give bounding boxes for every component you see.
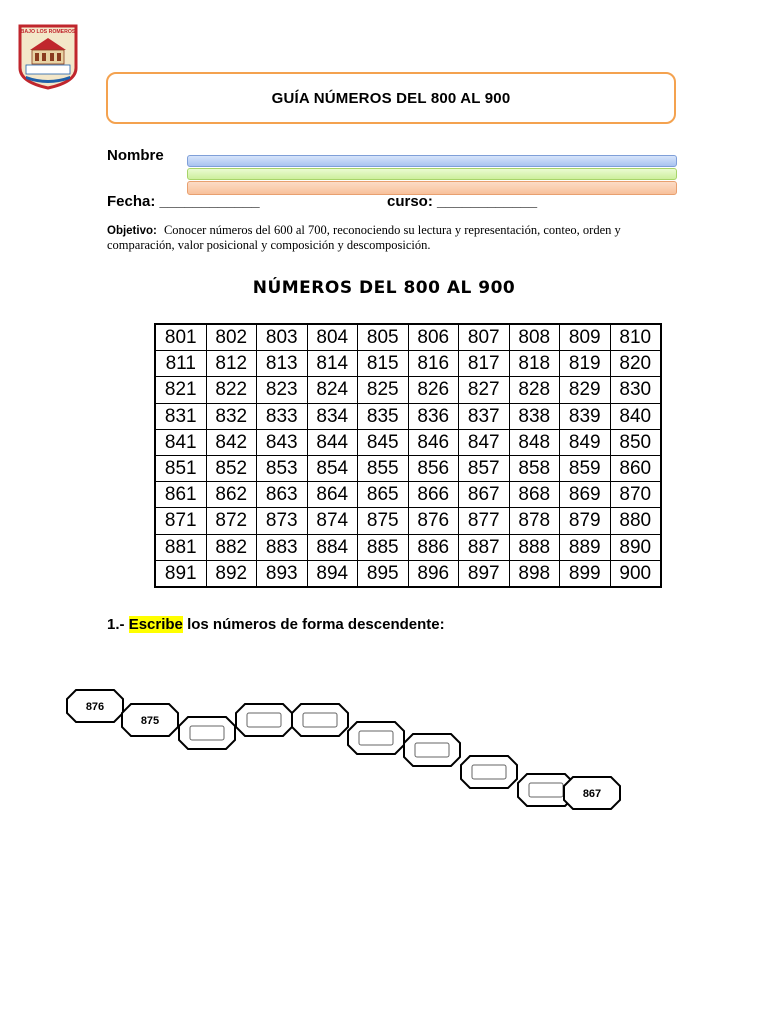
grid-cell: 844 [307,429,358,455]
grid-cell: 802 [206,324,257,351]
grid-cell: 827 [459,377,510,403]
grid-cell: 895 [358,560,409,587]
grid-cell: 886 [408,534,459,560]
answer-box[interactable] [472,765,506,779]
section-title: NÚMEROS DEL 800 AL 900 [252,278,516,298]
date-field[interactable]: Fecha: ____________ [107,193,260,210]
grid-row [155,455,661,481]
grid-cell: 811 [155,351,206,377]
grid-cell: 873 [257,508,308,534]
school-crest-logo [18,24,78,90]
grid-cell: 871 [155,508,206,534]
grid-cell: 876 [408,508,459,534]
grid-cell: 816 [408,351,459,377]
grid-cell: 866 [408,482,459,508]
course-field[interactable]: curso: ____________ [387,193,538,210]
objective-paragraph [107,223,667,252]
grid-row [155,560,661,587]
grid-cell: 825 [358,377,409,403]
grid-cell: 850 [610,429,661,455]
number-grid-table [154,323,662,588]
grid-cell: 819 [560,351,611,377]
grid-cell: 892 [206,560,257,587]
grid-cell: 848 [509,429,560,455]
grid-cell: 815 [358,351,409,377]
guide-title: GUÍA NÚMEROS DEL 800 AL 900 [271,89,511,107]
grid-row [155,377,661,403]
grid-cell: 823 [257,377,308,403]
grid-cell: 893 [257,560,308,587]
grid-cell: 821 [155,377,206,403]
answer-box[interactable] [303,713,337,727]
grid-cell: 854 [307,455,358,481]
grid-cell: 824 [307,377,358,403]
grid-cell: 884 [307,534,358,560]
grid-cell: 810 [610,324,661,351]
grid-cell: 818 [509,351,560,377]
grid-cell: 849 [560,429,611,455]
objective-text: Conocer números del 600 al 700, reconociendo su lectura y representación, conteo, orden y comparación, valor posicional y composición y descomposición. [107,223,621,252]
grid-cell: 888 [509,534,560,560]
grid-row [155,482,661,508]
grid-cell: 809 [560,324,611,351]
grid-row [155,324,661,351]
grid-cell: 896 [408,560,459,587]
grid-cell: 837 [459,403,510,429]
exercise-1-instruction [107,616,445,633]
grid-cell: 874 [307,508,358,534]
chain-octagon[interactable] [292,704,348,736]
grid-cell: 879 [560,508,611,534]
grid-cell: 836 [408,403,459,429]
grid-cell: 877 [459,508,510,534]
answer-box[interactable] [190,726,224,740]
chain-octagon[interactable] [236,704,292,736]
grid-cell: 806 [408,324,459,351]
answer-box[interactable] [415,743,449,757]
grid-cell: 807 [459,324,510,351]
chain-octagon[interactable] [179,717,235,749]
grid-cell: 878 [509,508,560,534]
grid-cell: 885 [358,534,409,560]
grid-row [155,403,661,429]
grid-cell: 817 [459,351,510,377]
grid-cell: 814 [307,351,358,377]
grid-cell: 865 [358,482,409,508]
grid-cell: 898 [509,560,560,587]
grid-cell: 889 [560,534,611,560]
grid-cell: 852 [206,455,257,481]
answer-box[interactable] [529,783,563,797]
name-label: Nombre [107,147,164,164]
exercise-number: 1.- [107,616,125,633]
name-input-bar-blue[interactable] [187,155,677,167]
grid-cell: 870 [610,482,661,508]
grid-cell: 862 [206,482,257,508]
grid-cell: 829 [560,377,611,403]
grid-cell: 812 [206,351,257,377]
grid-cell: 860 [610,455,661,481]
grid-cell: 853 [257,455,308,481]
chain-value: 867 [582,788,602,800]
grid-cell: 899 [560,560,611,587]
grid-cell: 841 [155,429,206,455]
grid-cell: 856 [408,455,459,481]
grid-cell: 808 [509,324,560,351]
grid-cell: 801 [155,324,206,351]
grid-cell: 822 [206,377,257,403]
grid-cell: 897 [459,560,510,587]
grid-cell: 894 [307,560,358,587]
grid-cell: 826 [408,377,459,403]
grid-cell: 881 [155,534,206,560]
grid-cell: 891 [155,560,206,587]
grid-row [155,508,661,534]
octagon-number-chain [0,670,768,820]
grid-cell: 833 [257,403,308,429]
grid-cell: 863 [257,482,308,508]
exercise-text: los números de forma descendente: [187,616,445,633]
grid-cell: 887 [459,534,510,560]
objective-label: Objetivo: [107,225,157,237]
answer-box[interactable] [359,731,393,745]
grid-cell: 820 [610,351,661,377]
grid-row [155,429,661,455]
grid-cell: 857 [459,455,510,481]
grid-cell: 880 [610,508,661,534]
grid-cell: 834 [307,403,358,429]
grid-cell: 864 [307,482,358,508]
grid-cell: 842 [206,429,257,455]
grid-cell: 869 [560,482,611,508]
name-input-bar-green[interactable] [187,168,677,180]
grid-cell: 861 [155,482,206,508]
grid-cell: 882 [206,534,257,560]
grid-cell: 868 [509,482,560,508]
grid-cell: 867 [459,482,510,508]
grid-cell: 845 [358,429,409,455]
grid-cell: 828 [509,377,560,403]
grid-cell: 847 [459,429,510,455]
chain-octagon [564,777,620,809]
grid-cell: 875 [358,508,409,534]
grid-cell: 803 [257,324,308,351]
grid-cell: 890 [610,534,661,560]
grid-cell: 835 [358,403,409,429]
chain-octagon[interactable] [461,756,517,788]
grid-cell: 855 [358,455,409,481]
grid-cell: 843 [257,429,308,455]
crest-top-text: BAJO LOS ROMEROS [20,29,76,35]
grid-cell: 872 [206,508,257,534]
grid-cell: 813 [257,351,308,377]
grid-cell: 831 [155,403,206,429]
chain-octagon [67,690,123,722]
grid-cell: 805 [358,324,409,351]
chain-octagon[interactable] [404,734,460,766]
chain-value: 875 [140,715,160,727]
grid-cell: 883 [257,534,308,560]
grid-cell: 851 [155,455,206,481]
chain-octagon[interactable] [348,722,404,754]
grid-cell: 858 [509,455,560,481]
grid-cell: 859 [560,455,611,481]
grid-cell: 839 [560,403,611,429]
grid-cell: 846 [408,429,459,455]
grid-cell: 804 [307,324,358,351]
title-box [106,72,676,124]
chain-octagon [122,704,178,736]
grid-cell: 832 [206,403,257,429]
grid-row [155,534,661,560]
highlighted-verb: Escribe [128,616,183,633]
grid-row [155,351,661,377]
answer-box[interactable] [247,713,281,727]
chain-value: 876 [85,701,105,713]
grid-cell: 838 [509,403,560,429]
grid-cell: 840 [610,403,661,429]
grid-cell: 830 [610,377,661,403]
grid-cell: 900 [610,560,661,587]
